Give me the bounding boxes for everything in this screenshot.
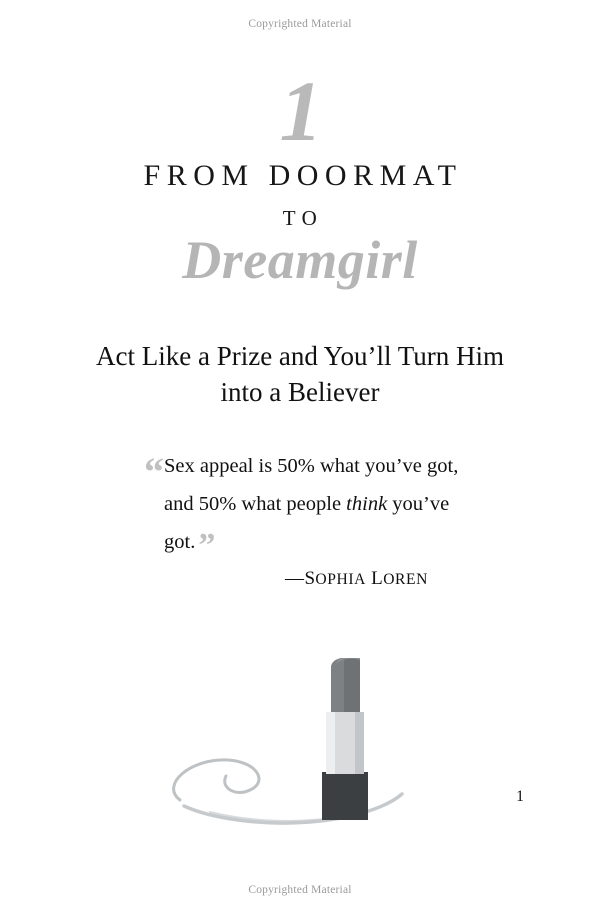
lipstick-illustration: [150, 650, 450, 850]
quote-text-part-2: you’ve got.: [164, 492, 450, 553]
pull-quote: [140, 448, 470, 590]
quote-open-mark: “: [144, 449, 164, 494]
page-number: 1: [516, 788, 524, 805]
book-page: [0, 40, 600, 880]
chapter-title-line-2: TO: [282, 206, 324, 230]
attribution-surname-rest: OREN: [383, 570, 428, 588]
chapter-title-line-1: FROM DOORMAT: [143, 159, 463, 192]
chapter-number: 1: [279, 63, 321, 159]
chapter-title-script: Dreamgirl: [182, 230, 418, 290]
chapter-subtitle: Act Like a Prize and You’ll Turn Him into a Believer: [96, 341, 504, 408]
quote-attribution: [140, 568, 470, 590]
quote-close-mark: ”: [198, 526, 216, 564]
attribution-dash: —: [285, 567, 305, 589]
attribution-first-name-rest: OPHIA: [315, 570, 367, 588]
watermark-bottom: Copyrighted Material: [248, 884, 352, 896]
attribution-surname-initial: L: [371, 567, 384, 589]
quote-text-emphasis: think: [346, 492, 388, 515]
attribution-first-name-initial: S: [304, 567, 316, 589]
watermark-top: Copyrighted Material: [248, 18, 352, 30]
quote-text-part-1: Sex appeal is 50% what you’ve got, and 50% what people: [164, 455, 459, 515]
chapter-title-block: [0, 158, 600, 291]
quote-text: [140, 448, 470, 562]
